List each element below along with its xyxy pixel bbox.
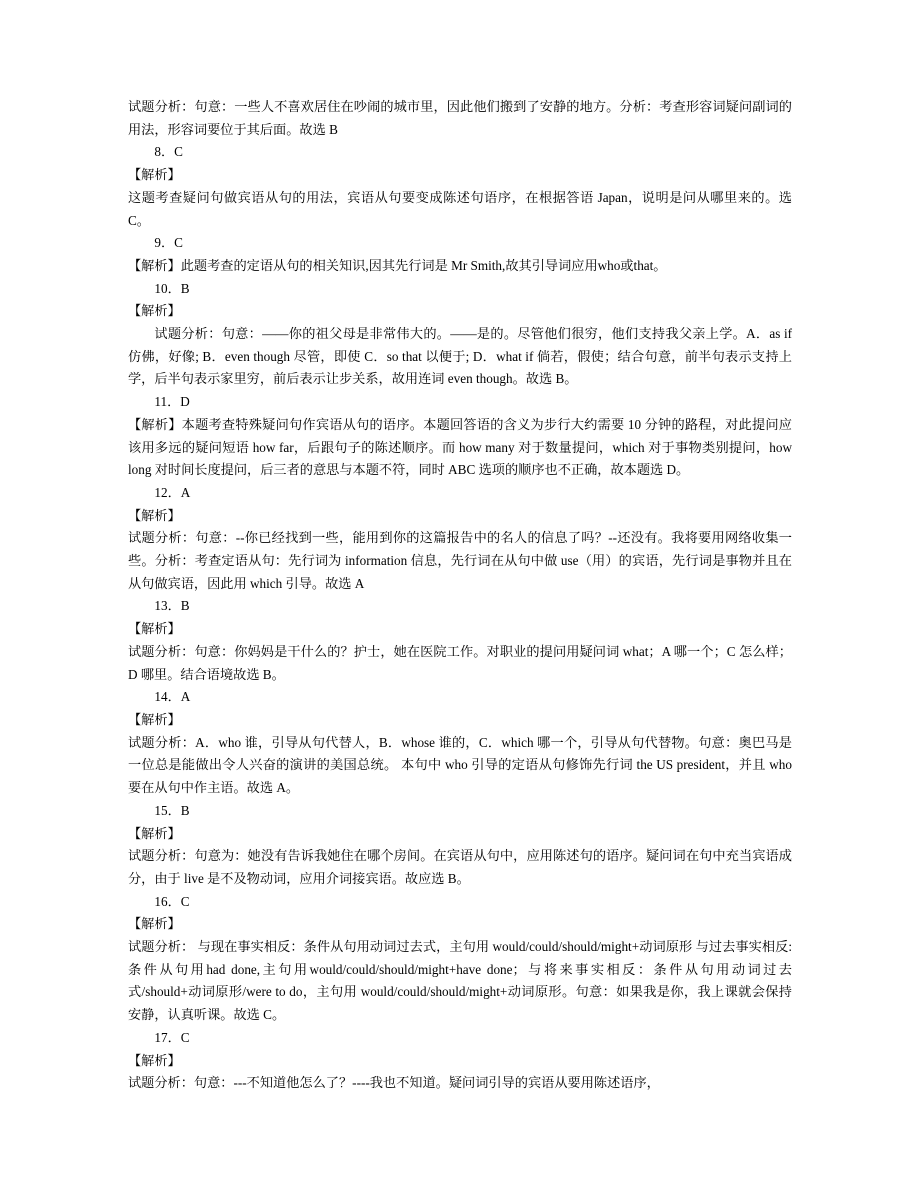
question-answer: 8．C: [154, 144, 183, 160]
analysis-paragraph: 试题分析：句意：——你的祖父母是非常伟大的。——是的。尽管他们很穷，他们支持我父亲上学。A．as if 仿佛，好像; B．even though 尽管，即使 C．so that 以便于; D．what if 倘若，假使；结合句意，前半句表示支持上学，后半句表示家里穷，前后表示让步关系，故用连词 even though。故选 B。: [128, 326, 792, 387]
explanation-tag: 【解析】此题考查的定语从句的相关知识,因其先行词是 Mr Smith,故其引导词应用who或that。: [128, 257, 667, 273]
document-body: [128, 96, 792, 1095]
question-answer: 10．B: [154, 280, 190, 296]
analysis-paragraph: 这题考查疑问句做宾语从句的用法，宾语从句要变成陈述句语序，在根据答语 Japan，说明是问从哪里来的。选 C。: [128, 189, 792, 228]
question-answer: 13．B: [154, 598, 190, 614]
explanation-tag: 【解析】: [128, 1052, 181, 1068]
explanation-tag: 【解析】: [128, 507, 181, 523]
question-answer: 14．A: [154, 689, 191, 705]
analysis-paragraph: 试题分析： 与现在事实相反：条件从句用动词过去式，主句用 would/could/should/might+动词原形 与过去事实相反: 条件从句用had done,主句用would/could/should/might+have done；与将来事实相反：条件从句用动词过去式/should+动词原形/were to do，主句用 would/could/should/might+动词原形。句意：如果我是你，我上课就会保持安静，认真听课。故选 C。: [128, 939, 792, 1023]
explanation-tag: 【解析】本题考查特殊疑问句作宾语从句的语序。本题回答语的含义为步行大约需要 10 分钟的路程，对此提问应该用多远的疑问短语 how far，后跟句子的陈述顺序。而 how many 对于数量提问，which 对于事物类别提问，how long 对时间长度提问，后三者的意思与本题不符，同时 ABC 选项的顺序也不正确，故本题选 D。: [128, 416, 792, 478]
question-answer: 11．D: [154, 394, 190, 410]
explanation-tag: 【解析】: [128, 303, 181, 319]
analysis-paragraph: 试题分析：句意：---不知道他怎么了？----我也不知道。疑问词引导的宾语从要用陈述语序，: [128, 1075, 660, 1091]
analysis-paragraph: 试题分析：句意：你妈妈是干什么的？护士，她在医院工作。对职业的提问用疑问词 what；A 哪一个；C 怎么样；D 哪里。结合语境故选 B。: [128, 643, 792, 682]
analysis-paragraph: 试题分析：A．who 谁，引导从句代替人，B．whose 谁的，C．which 哪一个，引导从句代替物。句意：奥巴马是一位总是能做出令人兴奋的演讲的美国总统。 本句中 who 引导的定语从句修饰先行词 the US president，并且 who 要在从句中作主语。故选 A。: [128, 734, 792, 796]
question-answer: 16．C: [154, 893, 190, 909]
explanation-tag: 【解析】: [128, 167, 181, 183]
analysis-paragraph: 试题分析：句意：一些人不喜欢居住在吵闹的城市里，因此他们搬到了安静的地方。分析：考查形容词疑问副词的用法，形容词要位于其后面。故选 B: [128, 99, 792, 137]
question-answer: 15．B: [154, 802, 190, 818]
explanation-tag: 【解析】: [128, 825, 181, 841]
question-answer: 12．A: [154, 484, 191, 500]
explanation-tag: 【解析】: [128, 916, 181, 932]
question-answer: 17．C: [154, 1029, 190, 1045]
explanation-tag: 【解析】: [128, 621, 181, 637]
analysis-paragraph: 试题分析：句意为：她没有告诉我她住在哪个房间。在宾语从句中，应用陈述句的语序。疑问词在句中充当宾语成分，由于 live 是不及物动词，应用介词接宾语。故应选 B。: [128, 848, 792, 886]
explanation-tag: 【解析】: [128, 711, 181, 727]
analysis-paragraph: 试题分析：句意：--你已经找到一些，能用到你的这篇报告中的名人的信息了吗？--还没有。我将要用网络收集一些。分析：考查定语从句：先行词为 information 信息，先行词在从句中做 use（用）的宾语，先行词是事物并且在从句做宾语，因此用 which 引导。故选 A: [128, 530, 792, 591]
question-answer: 9．C: [154, 235, 183, 251]
